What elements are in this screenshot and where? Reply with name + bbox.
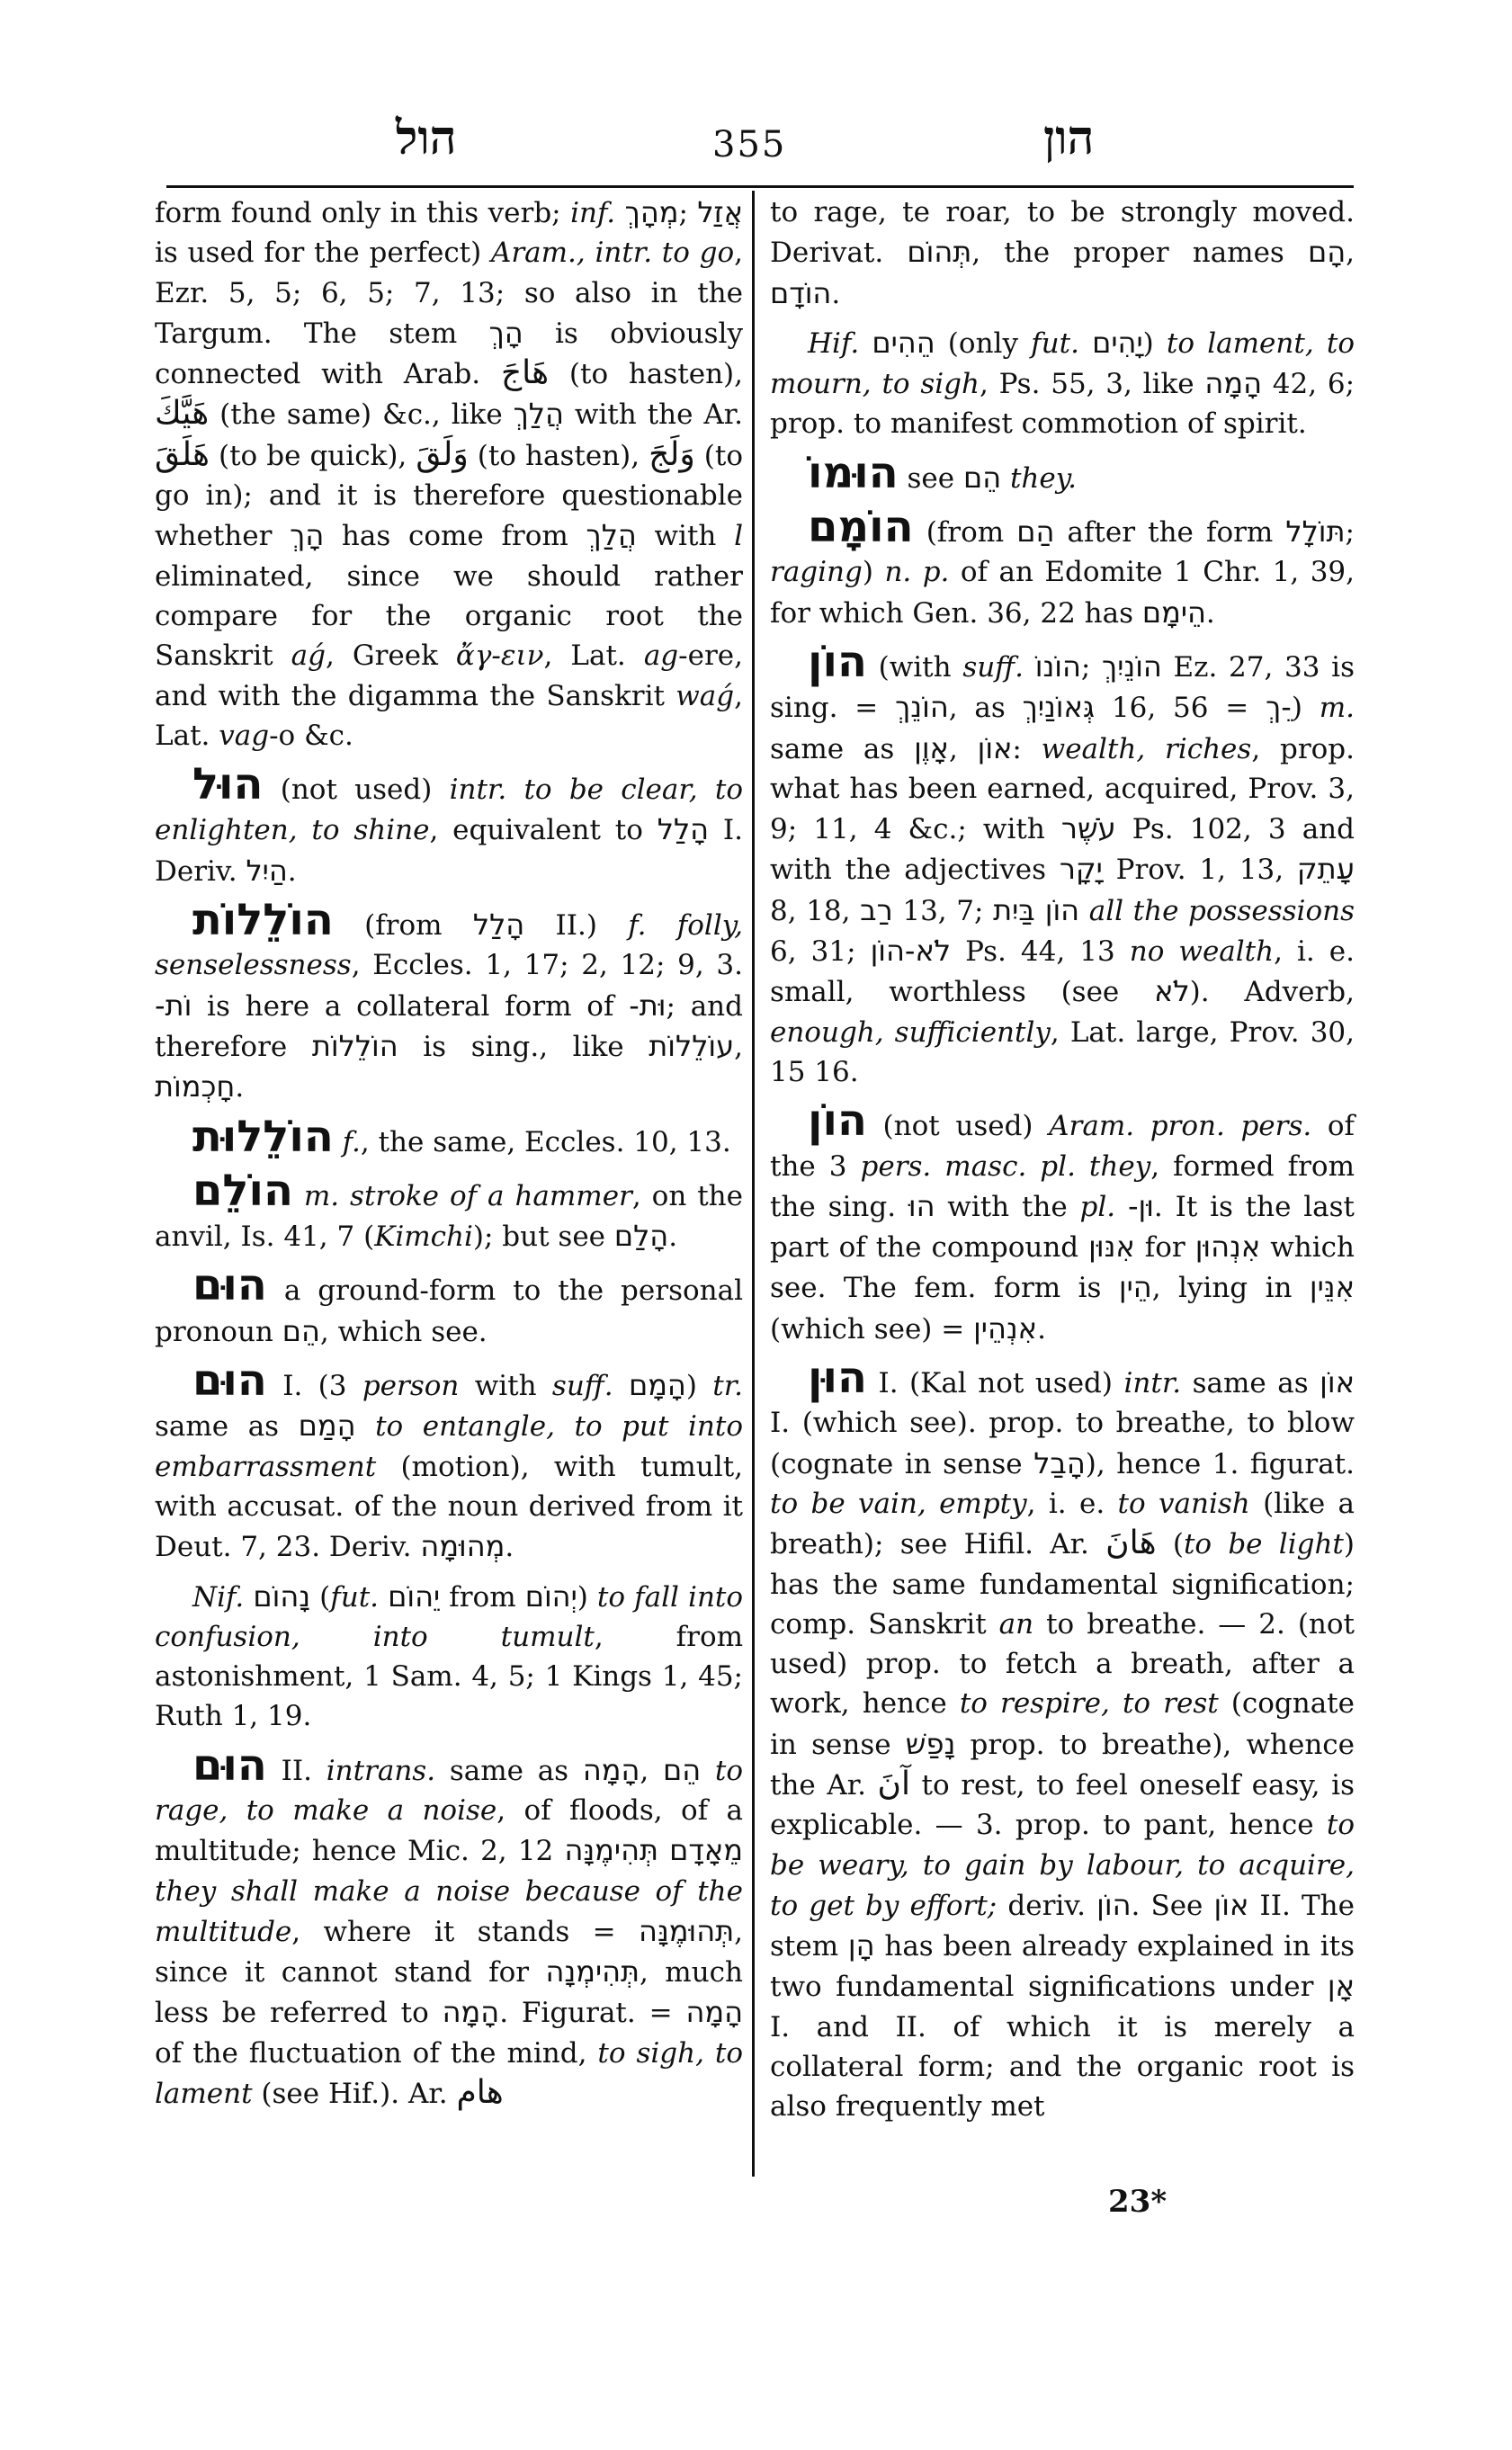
text: ,: [734, 1030, 743, 1063]
hebrew-word: יָהִים: [1092, 325, 1143, 360]
headword: הוּל: [192, 759, 264, 810]
text: (to hasten),: [468, 439, 649, 472]
hebrew-word: הֵם: [282, 1313, 320, 1348]
text: has been already explained in its two fundamental significations under: [770, 1930, 1355, 2004]
italic-text: m.: [1319, 692, 1355, 725]
text: .: [235, 1071, 245, 1104]
text: ,: [948, 732, 978, 765]
hebrew-word: לֹא: [1154, 974, 1190, 1009]
headword: הוֹמָם: [808, 502, 914, 553]
dictionary-entry: [155, 759, 743, 891]
text: (with: [866, 650, 963, 684]
dictionary-entry: [770, 636, 1355, 1092]
text: I. (Kal not used): [866, 1367, 1124, 1400]
italic-text: to entangle, to put into embarrassment: [155, 1410, 743, 1483]
hebrew-word: וּן-: [1127, 1188, 1154, 1223]
hebrew-word: חָכְמוֹת: [155, 1069, 236, 1104]
text: of the fluctuation of the mind,: [155, 2036, 598, 2070]
text: has come from: [324, 520, 586, 553]
hebrew-word: לֹא-הוֹן: [870, 934, 952, 969]
text: ): [577, 1580, 597, 1614]
text: (see Hif.). Ar.: [252, 2078, 457, 2111]
text: .: [1037, 1312, 1046, 1346]
hebrew-word: הָמָה: [442, 1995, 500, 2030]
dictionary-entry: [155, 895, 744, 1107]
text: ): [1291, 692, 1320, 725]
hebrew-word: אָן: [1327, 1969, 1355, 2004]
italic-text: l: [734, 520, 743, 553]
text: .: [831, 277, 841, 310]
text: ): [1142, 326, 1167, 360]
italic-text: Nif.: [192, 1580, 245, 1614]
italic-text: an: [998, 1607, 1034, 1641]
text: is here a collateral form of: [192, 989, 630, 1023]
arabic-word: وَلَقَ: [416, 435, 469, 473]
text: ;: [678, 197, 698, 229]
text: ) has the same fundamental signification; comp. Sanskrit: [770, 1528, 1355, 1641]
text: (from: [913, 516, 1017, 550]
hebrew-word: אִנּוּן: [1088, 1229, 1135, 1265]
text: for: [1134, 1231, 1195, 1265]
text: prop. to breathe), whence the Ar.: [770, 1728, 1355, 1802]
italic-text: Kimchi: [374, 1221, 473, 1254]
hebrew-word: אִנְהֵין: [973, 1310, 1038, 1346]
text: .: [505, 1531, 514, 1564]
hebrew-word: עָתֵק: [1296, 852, 1355, 887]
hebrew-word: מְהָךְ: [624, 195, 679, 229]
headword: הוֹלֵלוּת: [192, 1111, 334, 1162]
dictionary-entry: [770, 447, 1355, 498]
italic-text: f. folly, senselessness: [155, 909, 744, 982]
text: -ere, and with the digamma the Sanskrit: [155, 639, 743, 712]
text: which see. The fem. form is: [770, 1231, 1355, 1305]
text: , lying in: [1151, 1272, 1310, 1305]
italic-text: waǵ: [675, 679, 735, 712]
text: , as: [948, 692, 1023, 725]
dictionary-entry: [770, 1095, 1355, 1349]
text: to rest, to feel oneself easy, is explicable. — 3. prop. to pant, hence: [770, 1768, 1355, 1842]
hebrew-word: הָמַם: [298, 1408, 356, 1444]
hebrew-word: תְּהוֹם: [907, 235, 972, 270]
text: , since it cannot stand for: [155, 1915, 743, 1990]
italic-text: inf.: [570, 197, 616, 229]
italic-text: person: [362, 1370, 460, 1403]
text: (to be quick),: [209, 439, 416, 472]
text: (only: [935, 326, 1032, 360]
italic-text: to rage, to make a noise: [155, 1754, 743, 1827]
text: (from: [333, 909, 473, 943]
italic-text: aǵ: [291, 639, 326, 673]
arabic-word: هام: [456, 2074, 504, 2112]
italic-text: to respire, to rest: [959, 1687, 1219, 1721]
column-divider: [752, 191, 755, 2177]
text: . See: [1131, 1889, 1214, 1922]
arabic-word: هَانَ: [1105, 1525, 1157, 1562]
text: Ps. 44, 13: [951, 935, 1130, 969]
headword: הוֹן: [808, 636, 867, 687]
text: Prov. 1, 13,: [1102, 854, 1297, 887]
text: form found only in this verb;: [155, 197, 571, 229]
hebrew-word: עֹשֶׁר: [1060, 811, 1116, 846]
text: , formed from the sing.: [770, 1149, 1355, 1223]
text: same as: [1181, 1367, 1320, 1400]
text: (not used): [263, 773, 450, 807]
hebrew-word: הָךְ: [488, 315, 523, 350]
text: ), hence 1. figurat.: [1085, 1447, 1355, 1480]
text: , i. e.: [1026, 1487, 1118, 1520]
text: same as: [435, 1754, 583, 1787]
hebrew-word: הֵימָם: [1141, 595, 1206, 630]
hebrew-word: תְּהִימֶנָּה: [564, 1833, 658, 1868]
hebrew-word: הֵין: [1118, 1270, 1152, 1305]
text: ). Adverb,: [1189, 976, 1355, 1009]
text: I. Deriv.: [155, 814, 743, 888]
text: , Greek: [325, 639, 456, 673]
text: is used for the perfect): [155, 237, 491, 270]
italic-text: all the possessions: [1079, 894, 1355, 927]
hebrew-word: וֹת-: [155, 988, 192, 1023]
italic-text: pers. masc. pl. they: [860, 1149, 1151, 1183]
page-number: 355: [712, 124, 787, 165]
hebrew-word: מְהוּמָה: [420, 1529, 505, 1564]
hebrew-word: הָלַל: [657, 812, 710, 847]
text: with: [636, 520, 735, 553]
text: after the form: [1054, 516, 1286, 550]
text: to breathe. — 2. (not used) prop. to fetch a breath, after a work, hence: [770, 1607, 1355, 1721]
italic-text: they.: [1001, 461, 1077, 495]
hebrew-word: אִנְהוּן: [1194, 1229, 1261, 1265]
italic-text: fut.: [1031, 326, 1079, 360]
text: a ground-form to the personal pronoun: [155, 1274, 743, 1348]
italic-text: wealth, riches: [1041, 732, 1252, 765]
italic-text: Aram., intr. to go: [490, 237, 735, 270]
text: -o &c.: [269, 719, 353, 752]
hebrew-word: וּת-: [629, 988, 667, 1023]
hebrew-word: אוֹן: [1213, 1887, 1249, 1922]
text: (the same) &c., like: [209, 398, 514, 432]
dictionary-subentry: [155, 1577, 743, 1737]
text: (like a breath); see Hifil. Ar.: [770, 1487, 1355, 1561]
text: same as: [770, 732, 915, 765]
dictionary-entry: [155, 1165, 743, 1257]
hebrew-word: תּוֹלָל: [1285, 514, 1346, 550]
text: to rage, te roar, to be strongly moved. Derivat.: [770, 196, 1355, 270]
text: .: [1205, 596, 1215, 630]
hebrew-word: תְּהִימְנָה: [545, 1954, 640, 1990]
hebrew-word: הָלַם: [613, 1219, 669, 1254]
italic-text: intr. to be clear, to enlighten, to shine: [155, 773, 743, 847]
hebrew-word: נָהוֹם: [253, 1578, 311, 1614]
hebrew-word: הֵם: [662, 1752, 702, 1787]
hebrew-word: תְּהוּמֶנָּה: [639, 1913, 735, 1948]
hebrew-word: נָפַשׁ: [905, 1726, 956, 1761]
hebrew-word: הֵהִים: [872, 325, 935, 360]
italic-text: to be light: [1183, 1528, 1344, 1561]
text: (motion), with tumult, with accusat. of the noun derived from it Deut. 7, 23. Deriv.: [155, 1450, 743, 1564]
italic-text: intrans.: [326, 1754, 436, 1787]
arabic-word: وَلَجَ: [649, 435, 695, 473]
text: . It is the last part of the compound: [770, 1190, 1355, 1265]
hebrew-word: הוֹנֵיִךְ: [1102, 648, 1162, 684]
text: , equivalent to: [429, 814, 658, 847]
italic-text: to sigh, to lament: [155, 2036, 743, 2111]
hebrew-word: הוֹנוֹ: [1034, 648, 1081, 684]
text: (which see) =: [770, 1312, 974, 1346]
italic-text: suff.: [962, 650, 1024, 684]
text: .: [287, 854, 297, 888]
text: deriv.: [997, 1889, 1097, 1922]
headword: הוֹלֵלוֹת: [192, 895, 334, 946]
dictionary-entry: [155, 1260, 743, 1352]
headword: הוּן: [808, 1353, 867, 1404]
headword: הוּם: [192, 1355, 267, 1407]
headword: הוּם: [192, 1260, 267, 1311]
text: 6, 31;: [770, 935, 871, 969]
text: ): [862, 556, 885, 589]
text: , from astonishment, 1 Sam. 4, 5; 1 Kings 1, 45; Ruth 1, 19.: [155, 1620, 743, 1733]
arabic-word: هَيَّكَ: [155, 395, 210, 433]
hebrew-word: הָבַל: [1033, 1445, 1086, 1480]
hebrew-word: אָוֶן: [914, 730, 949, 765]
text: , which see.: [319, 1315, 488, 1348]
italic-text: they shall make a noise because of the multitude: [155, 1874, 743, 1948]
italic-text: to lament, to mourn, to sigh: [770, 326, 1355, 401]
hebrew-word: הָן: [847, 1928, 875, 1963]
text: , Ps. 55, 3, like: [980, 368, 1205, 401]
hebrew-word: הוֹן בַּיִת: [993, 892, 1080, 927]
text: II.: [266, 1754, 327, 1787]
italic-text: intr.: [1123, 1367, 1182, 1400]
text: of the 3: [770, 1110, 1355, 1183]
text: see: [898, 461, 963, 495]
text: , much less be referred to: [155, 1956, 743, 2030]
text: with the: [935, 1190, 1080, 1223]
hebrew-word: הֵם: [962, 460, 1002, 495]
hebrew-word: אוֹן: [1320, 1365, 1355, 1400]
hebrew-word: יֵהוֹם: [388, 1578, 441, 1614]
arabic-word: هَاجَ: [500, 354, 550, 392]
text: , where it stands =: [291, 1915, 640, 1948]
dictionary-entry: [155, 1111, 743, 1162]
italic-text: pl.: [1079, 1190, 1116, 1223]
headword: הוּם: [192, 1739, 267, 1791]
dictionary-entry: [770, 502, 1355, 633]
dictionary-entry: [770, 1353, 1355, 2127]
text: , on the anvil, Is. 41, 7 (: [155, 1179, 743, 1254]
text: (: [1156, 1528, 1184, 1561]
hebrew-word: יָקָר: [1059, 852, 1103, 887]
text: (cognate in sense: [770, 1687, 1355, 1761]
italic-text: enough, sufficiently: [770, 1015, 1051, 1049]
hebrew-word: הָמָם: [628, 1368, 686, 1403]
text: , Ezr. 5, 5; 6, 5; 7, 13; so also in the Targum. The stem: [155, 237, 743, 350]
italic-text: ag: [643, 639, 679, 673]
text: with the Ar.: [563, 398, 744, 432]
entry-continuation: [155, 192, 743, 756]
headword: הוֹלֵם: [192, 1165, 293, 1216]
hebrew-word: מֵאָדָם: [669, 1833, 743, 1868]
italic-text: Aram. pron. pers.: [1049, 1110, 1312, 1143]
text: 13, 7;: [892, 894, 994, 927]
headword: הוֹן: [808, 1095, 867, 1147]
text: I. and II. of which it is merely a collateral form; and the organic root is also frequently met: [770, 2010, 1355, 2124]
text: Ez. 27, 33 is sing. =: [770, 650, 1355, 725]
hebrew-word: אֲזַל: [697, 195, 743, 229]
text: ;: [1345, 516, 1355, 550]
text: from: [440, 1580, 525, 1614]
italic-text: tr.: [712, 1370, 743, 1403]
text: , Lat.: [543, 639, 644, 673]
text: (: [310, 1580, 331, 1614]
text: , the same, Eccles. 10, 13.: [360, 1125, 731, 1158]
text: . Figurat. =: [499, 1997, 686, 2030]
text: 16, 56 =: [1095, 692, 1266, 725]
text: ): [685, 1370, 713, 1403]
text: is obviously connected with Arab.: [155, 317, 743, 391]
text: ,: [1346, 237, 1355, 270]
hebrew-word: הֲלַךְ: [513, 397, 564, 432]
hebrew-word: הוֹלֵלוֹת: [311, 1028, 398, 1063]
left-column: [155, 192, 743, 2123]
text: , the proper names: [971, 237, 1308, 270]
italic-text: fut.: [330, 1580, 380, 1614]
hebrew-word: הָלַל: [472, 908, 525, 943]
text: with: [459, 1370, 552, 1403]
italic-text: n. p.: [884, 556, 950, 589]
running-head-left: הול: [396, 111, 457, 165]
text: ,: [640, 1754, 663, 1787]
dictionary-subentry: [770, 323, 1355, 444]
hebrew-word: הוּ: [908, 1188, 935, 1223]
italic-text: Hif.: [808, 326, 860, 360]
hebrew-word: הַם: [1016, 514, 1055, 550]
italic-text: to fall into confusion, into tumult: [155, 1580, 744, 1653]
text: .: [668, 1221, 678, 1254]
italic-text: vag: [219, 719, 270, 752]
text: I. (3: [266, 1370, 362, 1403]
text: II. The stem: [770, 1889, 1355, 1963]
text: (not used): [866, 1110, 1050, 1143]
italic-text: to be weary, to gain by labour, to acquire, to get by effort;: [770, 1809, 1355, 1922]
italic-text: to vanish: [1117, 1487, 1250, 1520]
text: (to hasten),: [549, 358, 743, 391]
italic-text: ἄγ-ειν: [455, 639, 544, 673]
hebrew-word: הוֹנֵךְ: [895, 690, 949, 725]
hebrew-word: עוֹלֵלוֹת: [649, 1028, 735, 1063]
dictionary-entry: [155, 1355, 743, 1567]
hebrew-word: הָמָה: [685, 1995, 743, 2030]
right-column: [770, 192, 1355, 2136]
italic-text: suff.: [551, 1370, 613, 1403]
text: :: [1012, 732, 1042, 765]
entry-continuation: [770, 192, 1355, 314]
arabic-word: هَلَقَ: [155, 435, 210, 473]
hebrew-word: אִנֵּין: [1309, 1270, 1355, 1305]
text: same as: [155, 1410, 299, 1444]
text: ); but see: [472, 1221, 614, 1254]
text: ;: [1080, 650, 1103, 684]
text: II.): [524, 909, 629, 943]
text: , of floods, of a multitude; hence Mic. 2, 12: [155, 1793, 743, 1868]
running-head-right: הון: [1043, 111, 1095, 165]
italic-text: no wealth: [1129, 935, 1275, 969]
hebrew-word: -ֵךְ: [1266, 690, 1292, 725]
hebrew-word: הָם: [1307, 235, 1346, 270]
text: I. (which see). prop. to breathe, to blow (cognate in sense: [770, 1407, 1355, 1480]
text: , i. e. small, worthless (see: [770, 935, 1355, 1009]
italic-text: m. stroke of a hammer: [292, 1179, 632, 1212]
hebrew-word: רַב: [860, 892, 893, 927]
dictionary-entry: [155, 1739, 743, 2115]
text: 42, 6; prop. to manifest commotion of spirit.: [770, 368, 1355, 441]
text: ; and therefore: [155, 989, 743, 1063]
text: , Eccles. 1, 17; 2, 12; 9, 3.: [351, 949, 743, 982]
text: , Lat.: [155, 679, 743, 752]
italic-text: to be vain, empty: [770, 1487, 1027, 1520]
italic-text: raging: [770, 556, 863, 589]
hebrew-word: הַיִל: [246, 853, 288, 888]
hebrew-word: גְּאוֹנַיִךְ: [1022, 690, 1096, 725]
text: Ps. 102, 3 and with the adjectives: [770, 813, 1355, 887]
headword: הוּמוֹ: [808, 447, 899, 498]
signature-mark: 23*: [1108, 2184, 1168, 2220]
text: of an Edomite 1 Chr. 1, 39, for which Gen. 36, 22 has: [770, 556, 1355, 630]
arabic-word: آنَ: [877, 1765, 910, 1802]
text: eliminated, since we should rather compare for the organic root the Sanskrit: [155, 559, 743, 673]
text: , prop. what has been earned, acquired, Prov. 3, 9; 11, 4 &c.; with: [770, 732, 1355, 846]
header-rule: [166, 185, 1354, 188]
hebrew-word: הוֹדָם: [770, 275, 832, 310]
hebrew-word: הֲלַךְ: [586, 518, 637, 553]
hebrew-word: הָמָה: [1204, 366, 1262, 401]
hebrew-word: יְהוֹם: [524, 1578, 577, 1614]
hebrew-word: הָמָה: [582, 1752, 640, 1787]
text: is sing., like: [398, 1030, 649, 1063]
italic-text: f.: [333, 1125, 361, 1158]
text: (to go in); and it is therefore questionable whether: [155, 439, 743, 553]
text: 8, 18,: [770, 894, 861, 927]
text: , Lat. large, Prov. 30, 15 16.: [770, 1015, 1355, 1088]
hebrew-word: אוֹן: [977, 730, 1013, 765]
hebrew-word: הָךְ: [290, 518, 325, 553]
hebrew-word: הוֹן: [1096, 1887, 1132, 1922]
